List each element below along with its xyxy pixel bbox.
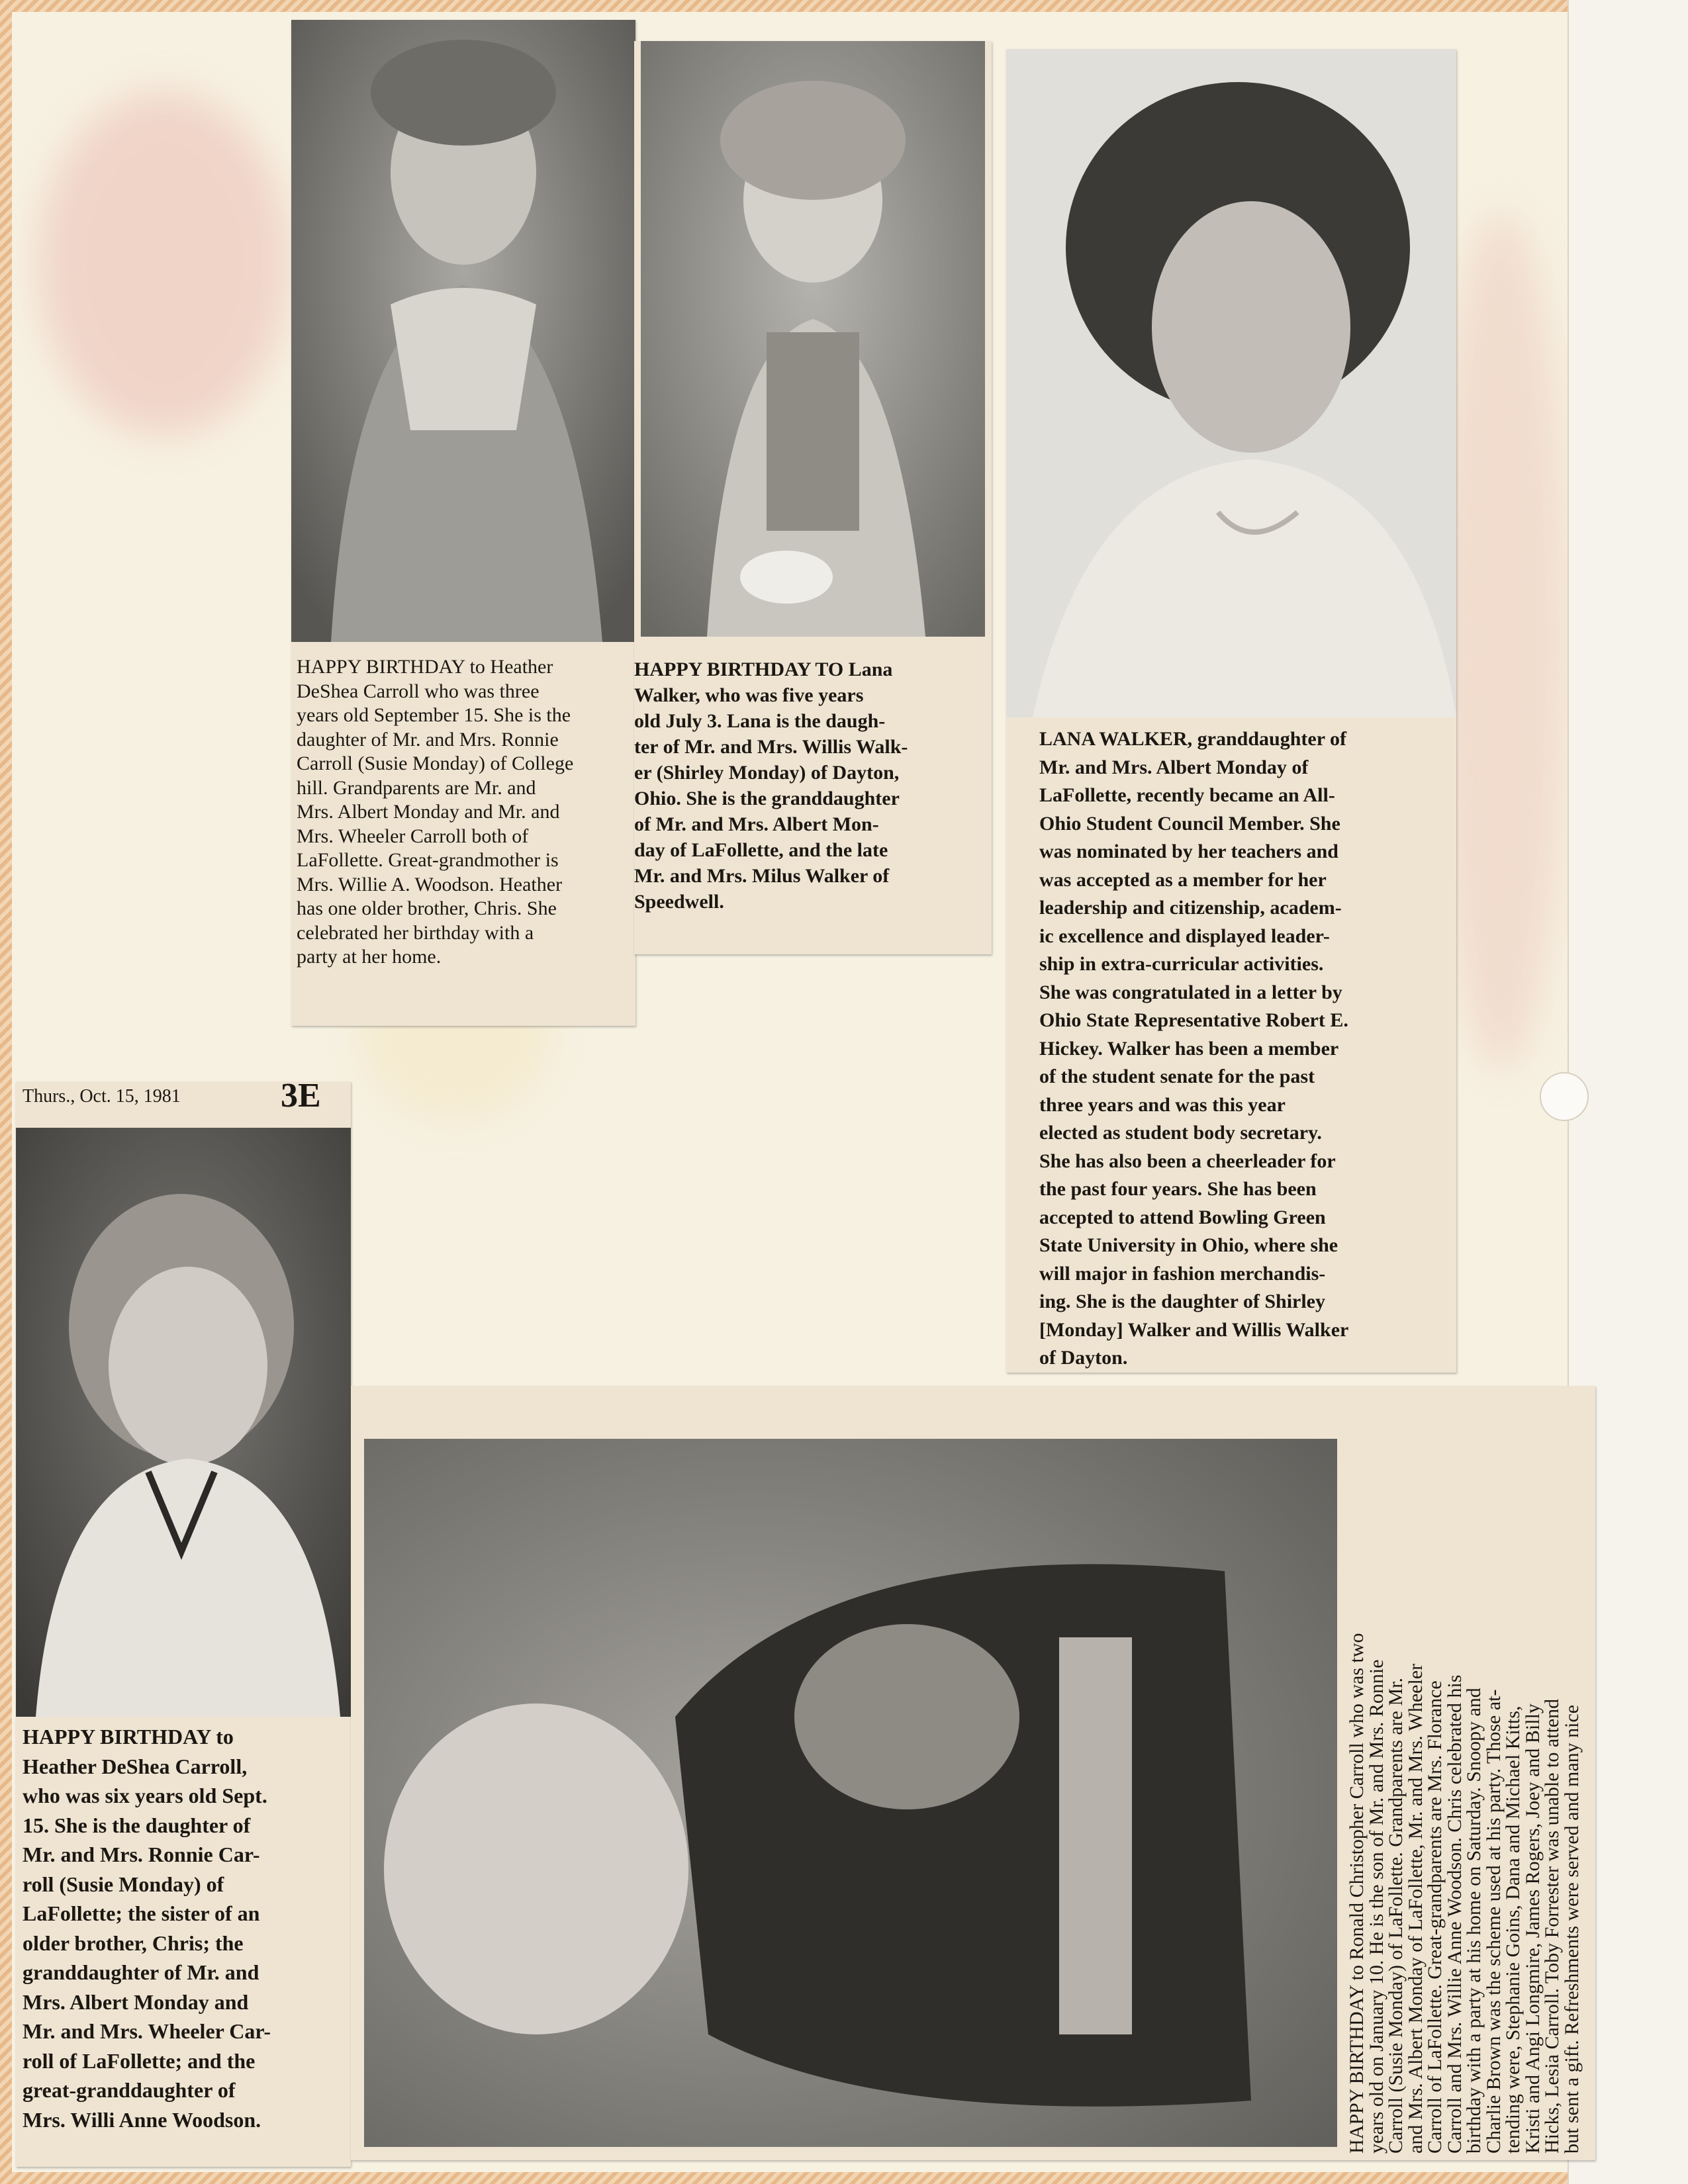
clipping-text: HAPPY BIRTHDAY to Heather DeShea Carroll, who was six years old Sept. 15. She is the daughter of Mr. and Mrs. Ronnie Car- roll (Susie Monday) of LaFollette; the sister of an older brother, Chris; the granddaughter of Mr. and Mrs. Albert Monday and Mr. and Mrs. Wheeler Car- roll of LaFollette; and the great-granddaughter of Mrs. Willi Anne Woodson. — [23, 1725, 271, 2132]
clipping-heather-six — [16, 1081, 351, 2167]
clipping-text: HAPPY BIRTHDAY TO Lana Walker, who was five years old July 3. Lana is the daugh- ter of Mr. and Mrs. Willis Walk- er (Shirley Monday) of Dayton, Ohio. She is the granddaughter of Mr. and Mrs. Albert Mon- day of LaFollette, and the late Mr. and Mrs. Milus Walker of Speedwell. — [634, 659, 908, 913]
clipping-heather-three — [291, 20, 635, 1026]
photo-heather-three — [291, 20, 635, 642]
clipping-lana-council — [1006, 49, 1456, 1373]
photo-chris-two — [364, 1439, 1337, 2147]
photo-image — [641, 41, 985, 637]
dateline: Thurs., Oct. 15, 1981 — [23, 1086, 181, 1107]
clipping-chris-two — [351, 1386, 1595, 2160]
photo-heather-six — [16, 1128, 351, 1717]
clipping-text: HAPPY BIRTHDAY to Ronald Christopher Carroll who was two years old on January 10. He is the son of Mr. and Mrs. Ronnie Carroll (Susie Monday) of LaFollette. Grandparents are Mr. and Mrs. Albert Monday of LaFollette, Mr. and Mrs. Wheeler Carroll of LaFollette. Great-grandparents are Mrs. Florance Carroll and Mrs. Willie Anne Woodson. Chris celebrated his birthday with a party at his home on Saturday. Snoopy and Charlie Brown was the scheme used at his party. Those at- tending were, Stephanie Goins, Dana and Michael Kitts, Kristi and Angi Longmire, James Rogers, Joey and Billy Hicks, Lesia Carroll. Toby Forrester was unable to attend but sent a gift. Refreshments were served and many nice — [1346, 1633, 1583, 2154]
photo-image — [291, 20, 635, 642]
photo-lana-portrait — [1006, 49, 1456, 717]
clipping-lana-five — [634, 41, 992, 954]
photo-image — [1006, 49, 1456, 717]
binder-hole — [1540, 1072, 1589, 1121]
masthead-fragment: 3E — [281, 1081, 321, 1115]
photo-lana-five — [641, 41, 985, 637]
photo-image — [16, 1128, 351, 1717]
clipping-text: HAPPY BIRTHDAY to Heather DeShea Carroll who was three years old September 15. She is the daughter of Mr. and Mrs. Ronnie Carroll (Susie Monday) of College hill. Grandparents are Mr. and Mrs. Albert Monday and Mr. and Mrs. Wheeler Carroll both of LaFollette. Great-grandmother is Mrs. Willie A. Woodson. Heather has one older brother, Chris. She celebrated her birthday with a party at her home. — [297, 656, 574, 968]
stain — [38, 91, 290, 435]
photo-image — [364, 1439, 1337, 2147]
clipping-text: LANA WALKER, granddaughter of Mr. and Mrs. Albert Monday of LaFollette, recently became an All- Ohio Student Council Member. She was nominated by her teachers and was accepted as a member for her leadership and citizenship, academ- ic excellence and displayed leader- ship in extra-curricular activities. She was congratulated in a letter by Ohio State Representative Robert E. Hickey. Walker has been a member of the student senate for the past three years and was this year elected as student body secretary. She has also been a cheerleader for the past four years. She has been accepted to attend Bowling Green State University in Ohio, where she will major in fashion merchandis- ing. She is the daughter of Shirley [Monday] Walker and Willis Walker of Dayton. — [1039, 728, 1349, 1369]
